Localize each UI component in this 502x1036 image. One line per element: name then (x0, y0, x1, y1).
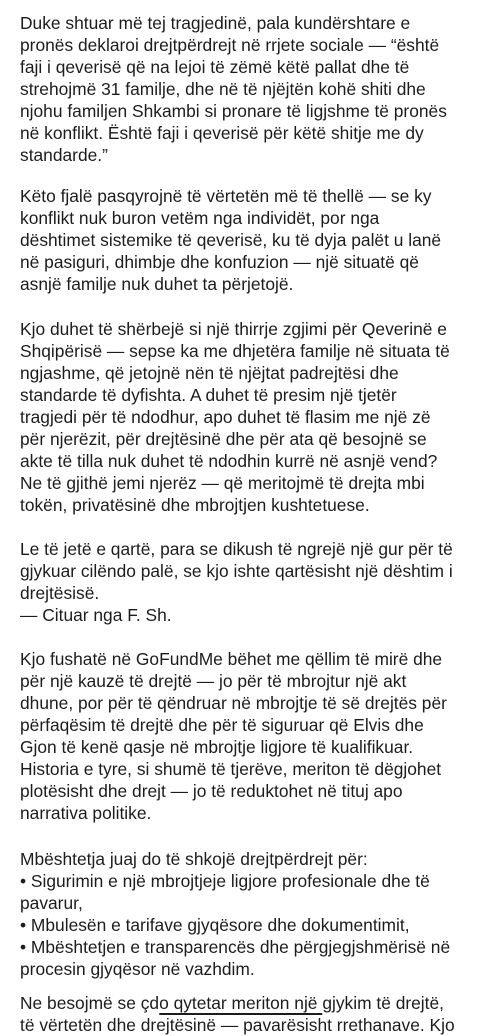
text-line: Shqipërisë — sepse ka me dhjetëra familje në situata të (20, 341, 450, 361)
text-line: faji i qeverisë që na lejoi të zëmë këtë pallat dhe të (20, 57, 410, 77)
text-line: gjykuar cilëndo palë, se kjo ishte qartësisht një dështim i (20, 561, 453, 581)
paragraph-6 (20, 848, 502, 980)
text-line: për njerëzit, për drejtësinë dhe për ata që besojnë se (20, 429, 427, 449)
paragraph-5 (20, 648, 502, 824)
text-line: standarde.” (20, 145, 108, 165)
text-line: ngjashme, që jetojnë nën të njëjtat padrejtësi dhe (20, 363, 399, 383)
paragraph-2 (20, 185, 502, 295)
text-line: në pasiguri, dhimbje dhe konfuzion — një situatë që (20, 252, 419, 272)
text-line: akte të tilla nuk duhet të ndodhin kurrë në asnjë vend? (20, 451, 438, 471)
text-line: plotësisht dhe drejt — jo të reduktohet në tituj apo (20, 781, 403, 801)
text-line: Kjo fushatë në GoFundMe bëhet me qëllim të mirë dhe (20, 649, 443, 669)
text-line: pronës deklaroi drejtpërdrejt në rrjete sociale — “është (20, 35, 440, 55)
underlined-text: o qytetar meriton një (159, 993, 323, 1013)
paragraph-4 (20, 538, 502, 626)
text-line: Historia e tyre, si shumë të tjerëve, meriton të dëgjohet (20, 759, 442, 779)
text-line: pavarur, (20, 893, 83, 913)
text-line: procesin gjyqësor në vazhdim. (20, 959, 255, 979)
paragraph-3 (20, 318, 502, 516)
text-line: Gjon të kenë qasje në mbrojtje ligjore të kualifikuar. (20, 737, 414, 757)
text-line (20, 992, 496, 1014)
text-line: tokën, privatësinë dhe mbrojtjen kushtetuese. (20, 495, 370, 515)
paragraph-1 (20, 12, 502, 166)
text-line: narrativa politike. (20, 803, 152, 823)
text-line: Këto fjalë pasqyrojnë të vërtetën më të thellë — se ky (20, 186, 432, 206)
paragraph-7 (20, 992, 502, 1036)
text-segment: gjykim të drejtë, (322, 993, 444, 1013)
text-line: konflikt nuk buron vetëm nga individët, por nga (20, 208, 380, 228)
text-line: Mbështetja juaj do të shkojë drejtpërdrejt për: (20, 849, 368, 869)
text-line: Duke shtuar më tej tragjedinë, pala kundërshtare e (20, 13, 411, 33)
text-line: tragjedi për të ndodhur, apo duhet të flasim me një zë (20, 407, 431, 427)
text-line: në konflikt. Është faji i qeverisë për këtë shitje me dy (20, 123, 424, 143)
text-segment: Ne besojmë se çd (20, 993, 160, 1013)
text-line: Ne të gjithë jemi njerëz — që meritojmë të drejta mbi (20, 473, 425, 493)
text-line: njohu familjen Shkambi si pronare të ligjshme të pronës (20, 101, 447, 121)
text-line: dhune, por për të qëndruar në mbrojtje të së drejtës për (20, 693, 447, 713)
text-line: Kjo duhet të shërbejë si një thirrje zgjimi për Qeverinë e (20, 319, 447, 339)
bullet-item: • Mbështetjen e transparencës dhe përgjegjshmërisë në (20, 937, 451, 957)
quote-attribution: — Cituar nga F. Sh. (20, 605, 172, 625)
text-line: për një kauzë të drejtë — jo për të mbrojtur një akt (20, 671, 407, 691)
bullet-item: • Sigurimin e një mbrojtjeje ligjore profesionale dhe të (20, 871, 430, 891)
bullet-item: • Mbulesën e tarifave gjyqësore dhe dokumentimit, (20, 915, 410, 935)
text-line: të vërtetën dhe drejtësinë — pavarësisht rrethanave. Kjo (20, 1015, 455, 1035)
text-line: standarde të dyfishta. A duhet të presim një tjetër (20, 385, 397, 405)
text-line: përfaqësim të drejtë dhe për të siguruar që Elvis dhe (20, 715, 424, 735)
text-line: dështimet sistemike të qeverisë, ku të dyja palët u lanë (20, 230, 442, 250)
text-line: Le të jetë e qartë, para se dikush të ngrejë një gur për të (20, 539, 453, 559)
text-line: drejtësisë. (20, 583, 100, 603)
text-line: strehojmë 31 familje, dhe në të njëjtën kohë shiti dhe (20, 79, 426, 99)
text-line: asnjë familje nuk duhet ta përjetojë. (20, 274, 294, 294)
